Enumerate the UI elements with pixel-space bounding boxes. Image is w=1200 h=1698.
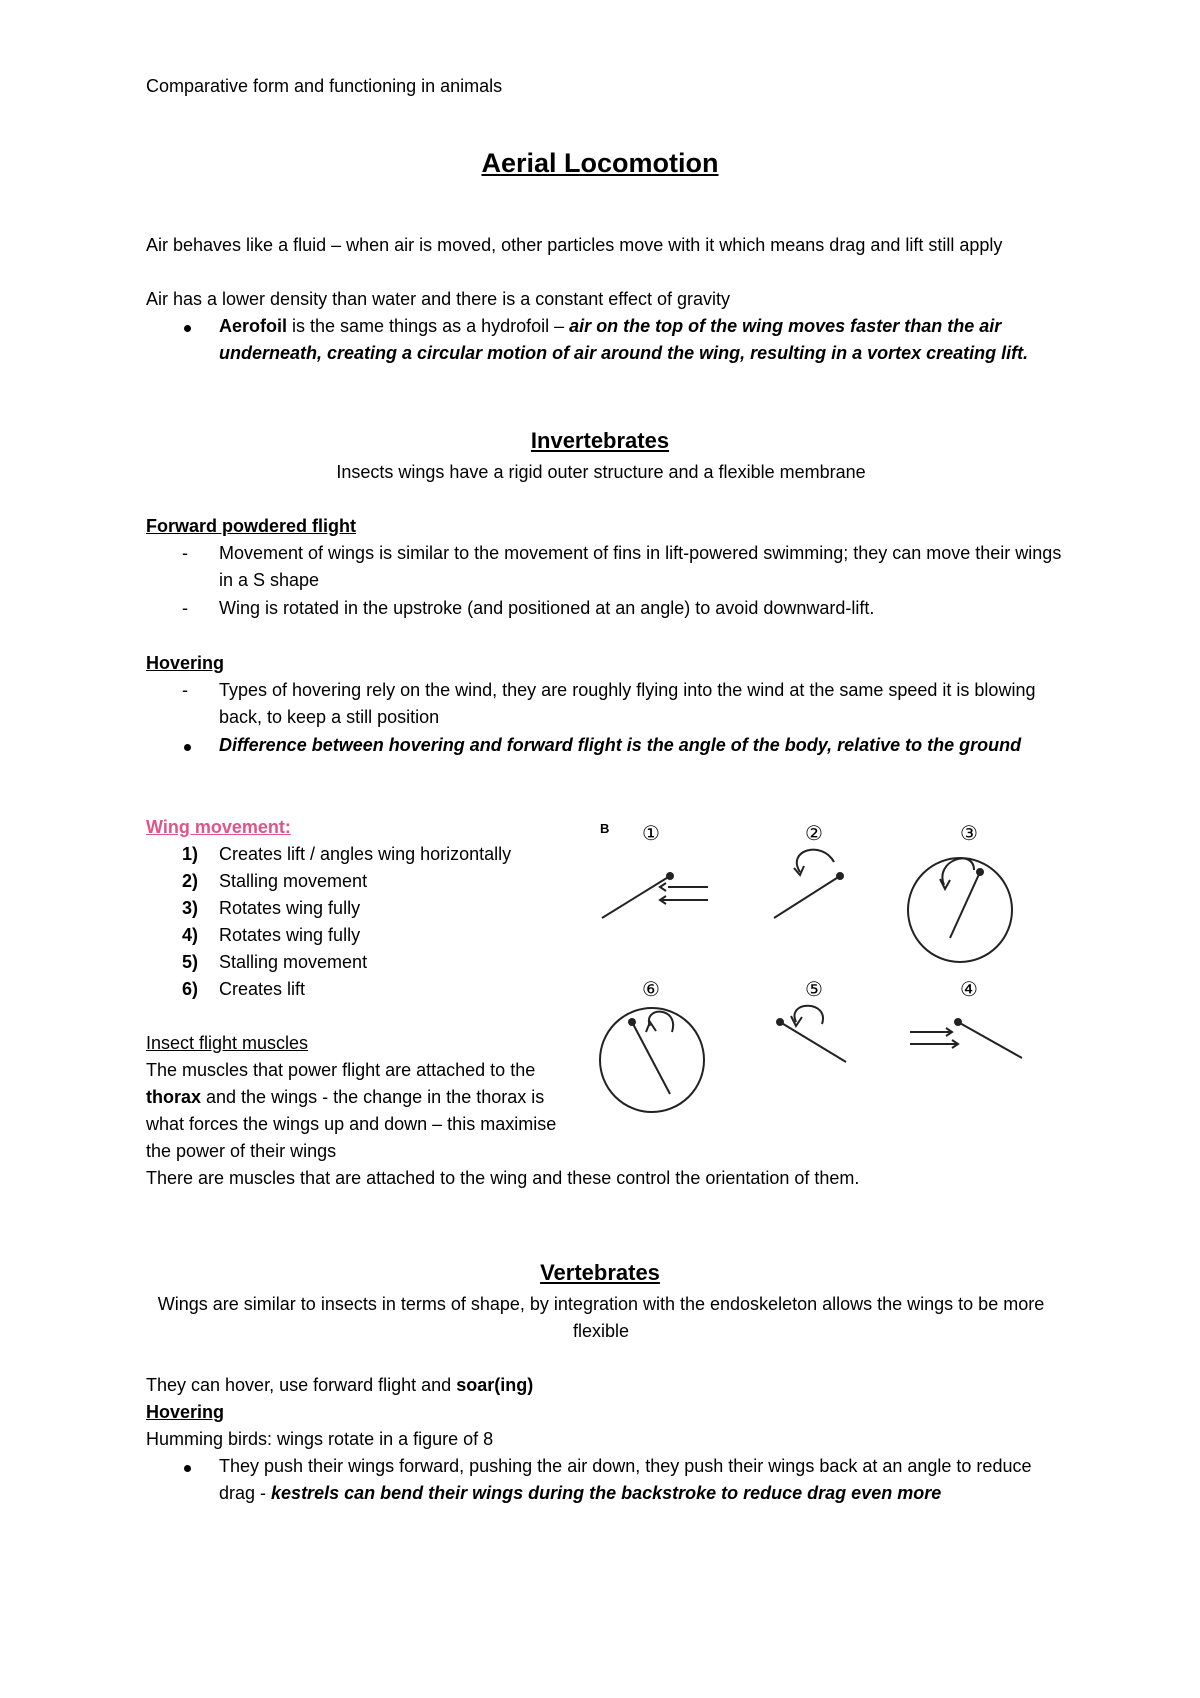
- aerofoil-text: Aerofoil is the same things as a hydrofoil – air on the top of the wing moves faster than the air underneath, creating a circular motion of air around the wing, resulting in a vortex creating lift.: [219, 316, 1029, 363]
- vertebrates-hovering-heading: Hovering: [146, 1402, 225, 1422]
- hovering-item: - Types of hovering rely on the wind, they are roughly flying into the wind at the same speed it is blowing back, to keep a still position: [146, 677, 1066, 731]
- page-header: Comparative form and functioning in animals: [146, 76, 503, 96]
- step-3-number: ③: [960, 823, 978, 845]
- vertebrates-bullet: They push their wings forward, pushing the air down, they push their wings back at an angle to reduce drag - kestrels can bend their wings during the backstroke to reduce drag even more: [146, 1453, 1066, 1507]
- wing-movement-figure: [590, 810, 1050, 1130]
- muscles-paragraph-2: There are muscles that are attached to the wing and these control the orientation of them.: [146, 1168, 860, 1188]
- dash-marker: -: [182, 543, 188, 563]
- page-title: Aerial Locomotion: [481, 148, 719, 178]
- insect-flight-muscles-heading: Insect flight muscles: [146, 1033, 309, 1053]
- list-item: 6) Creates lift: [182, 979, 306, 999]
- invertebrates-heading: Invertebrates: [530, 428, 670, 453]
- vertebrates-flight-types: They can hover, use forward flight and soar(ing): [146, 1375, 534, 1395]
- invertebrates-subtitle: Insects wings have a rigid outer structure and a flexible membrane: [336, 462, 866, 482]
- wing-movement-heading: Wing movement:: [146, 817, 291, 837]
- step-1-number: ①: [642, 823, 660, 845]
- hovering-bullet: Difference between hovering and forward flight is the angle of the body, relative to the ground: [146, 732, 1066, 759]
- list-item: 4) Rotates wing fully: [182, 925, 361, 945]
- intro-paragraph-2: Air has a lower density than water and there is a constant effect of gravity: [146, 289, 730, 309]
- step-6-number: ⑥: [642, 979, 660, 1001]
- vertebrates-subtitle: Wings are similar to insects in terms of shape, by integration with the endoskeleton allows the wings to be more flexible: [157, 1294, 1045, 1341]
- list-item: 2) Stalling movement: [182, 871, 368, 891]
- step-5-diagram: [777, 1006, 846, 1062]
- list-item: 1) Creates lift / angles wing horizontally: [182, 844, 512, 864]
- hovering-heading: Hovering: [146, 653, 225, 673]
- step-3-diagram: [908, 858, 1012, 962]
- forward-item-2: - Wing is rotated in the upstroke (and positioned at an angle) to avoid downward-lift.: [146, 595, 1066, 622]
- dash-marker: -: [182, 680, 188, 700]
- figure-label: B: [600, 821, 610, 836]
- step-4-number: ④: [960, 979, 978, 1001]
- bullet-icon: [146, 313, 219, 367]
- list-item: 3) Rotates wing fully: [182, 898, 361, 918]
- forward-item-1: - Movement of wings is similar to the movement of fins in lift-powered swimming; they can move their wings in a S shape: [146, 540, 1066, 594]
- vertebrates-heading: Vertebrates: [540, 1260, 660, 1285]
- intro-paragraph-1: Air behaves like a fluid – when air is moved, other particles move with it which means drag and lift still apply: [146, 235, 1003, 255]
- humming-birds-line: Humming birds: wings rotate in a figure of 8: [146, 1429, 494, 1449]
- step-2-diagram: [774, 850, 843, 918]
- step-1-diagram: [602, 873, 708, 918]
- forward-flight-heading: Forward powdered flight: [146, 516, 356, 536]
- step-6-diagram: [600, 1008, 704, 1112]
- bullet-icon: [146, 732, 219, 759]
- aerofoil-bullet: [146, 313, 1066, 367]
- dash-marker: -: [182, 598, 188, 618]
- step-5-number: ⑤: [805, 979, 823, 1001]
- step-2-number: ②: [805, 823, 823, 845]
- wing-movement-list: [146, 841, 566, 1003]
- muscles-paragraph: The muscles that power flight are attached to the thorax and the wings - the change in the thorax is what forces the wings up and down – this maximise the power of their wings: [146, 1060, 557, 1161]
- bullet-icon: [146, 1453, 219, 1507]
- list-item: 5) Stalling movement: [182, 952, 368, 972]
- step-4-diagram: [910, 1019, 1022, 1058]
